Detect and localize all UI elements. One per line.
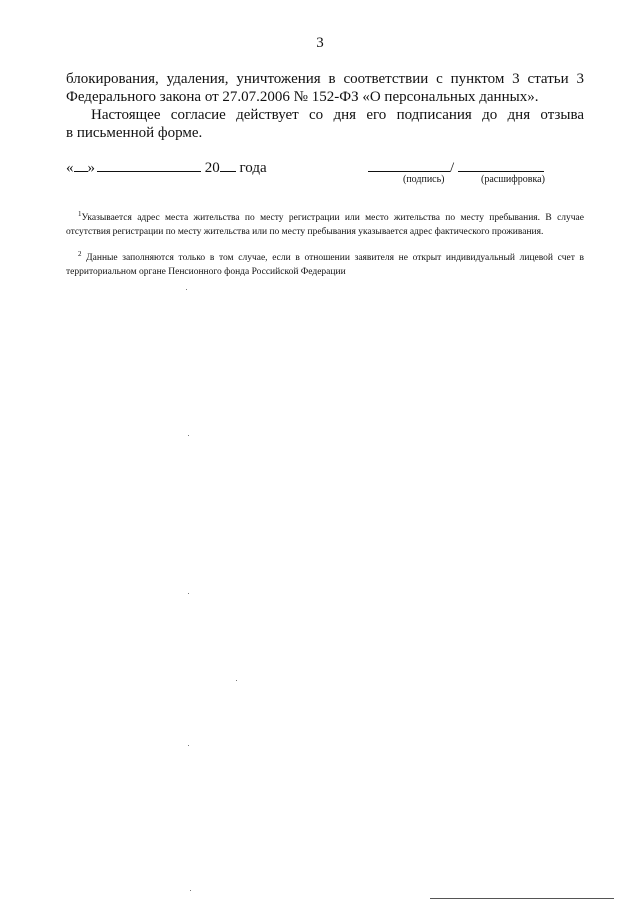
scan-speck	[188, 593, 189, 594]
date-day-blank	[74, 158, 88, 172]
signature-slash: /	[450, 160, 455, 176]
date-year-blank	[220, 158, 236, 172]
scan-speck	[190, 890, 191, 891]
decode-caption: (расшифровка)	[481, 174, 545, 185]
page-number: 3	[316, 35, 324, 51]
footnote-2	[66, 249, 585, 279]
body-text-line-2: Федерального закона от 27.07.2006 № 152-ФЗ «О персональных данных».	[66, 89, 539, 105]
scan-speck	[186, 289, 187, 290]
footnote-1-text: Указывается адрес места жительства по месту регистрации или место жительства по месту пребывания. В случае отсутствия регистрации по месту жительства или по месту пребывания указывается адрес фактического проживания.	[66, 213, 584, 237]
scan-speck	[188, 745, 189, 746]
body-text-line-1: блокирования, удаления, уничтожения в соответствии с пунктом 3 статьи 3	[66, 71, 584, 87]
scan-speck	[236, 680, 237, 681]
date-field	[66, 158, 267, 177]
footnote-2-marker: 2	[78, 249, 82, 258]
signature-caption: (подпись)	[403, 174, 445, 185]
body-text-line-3: Настоящее согласие действует со дня его подписания до дня отзыва	[91, 107, 584, 123]
footnote-2-text: Данные заполняются только в том случае, если в отношении заявителя не открыт индивидуальный лицевой счет в территориальном органе Пенсионного фонда Российской Федерации	[66, 253, 585, 277]
date-year-word: года	[239, 160, 267, 176]
signature-decode-blank	[458, 158, 544, 172]
date-month-blank	[97, 158, 201, 172]
body-text-line-4: в письменной форме.	[66, 125, 203, 141]
date-quote-close: »	[87, 160, 95, 176]
scan-speck	[188, 435, 189, 436]
signature-blank	[368, 158, 450, 172]
date-year-prefix: 20	[204, 160, 220, 176]
scan-edge-line	[430, 898, 614, 899]
date-quote-open: «	[66, 160, 74, 176]
footnote-1-marker: 1	[78, 209, 82, 218]
footnote-1	[66, 209, 584, 239]
